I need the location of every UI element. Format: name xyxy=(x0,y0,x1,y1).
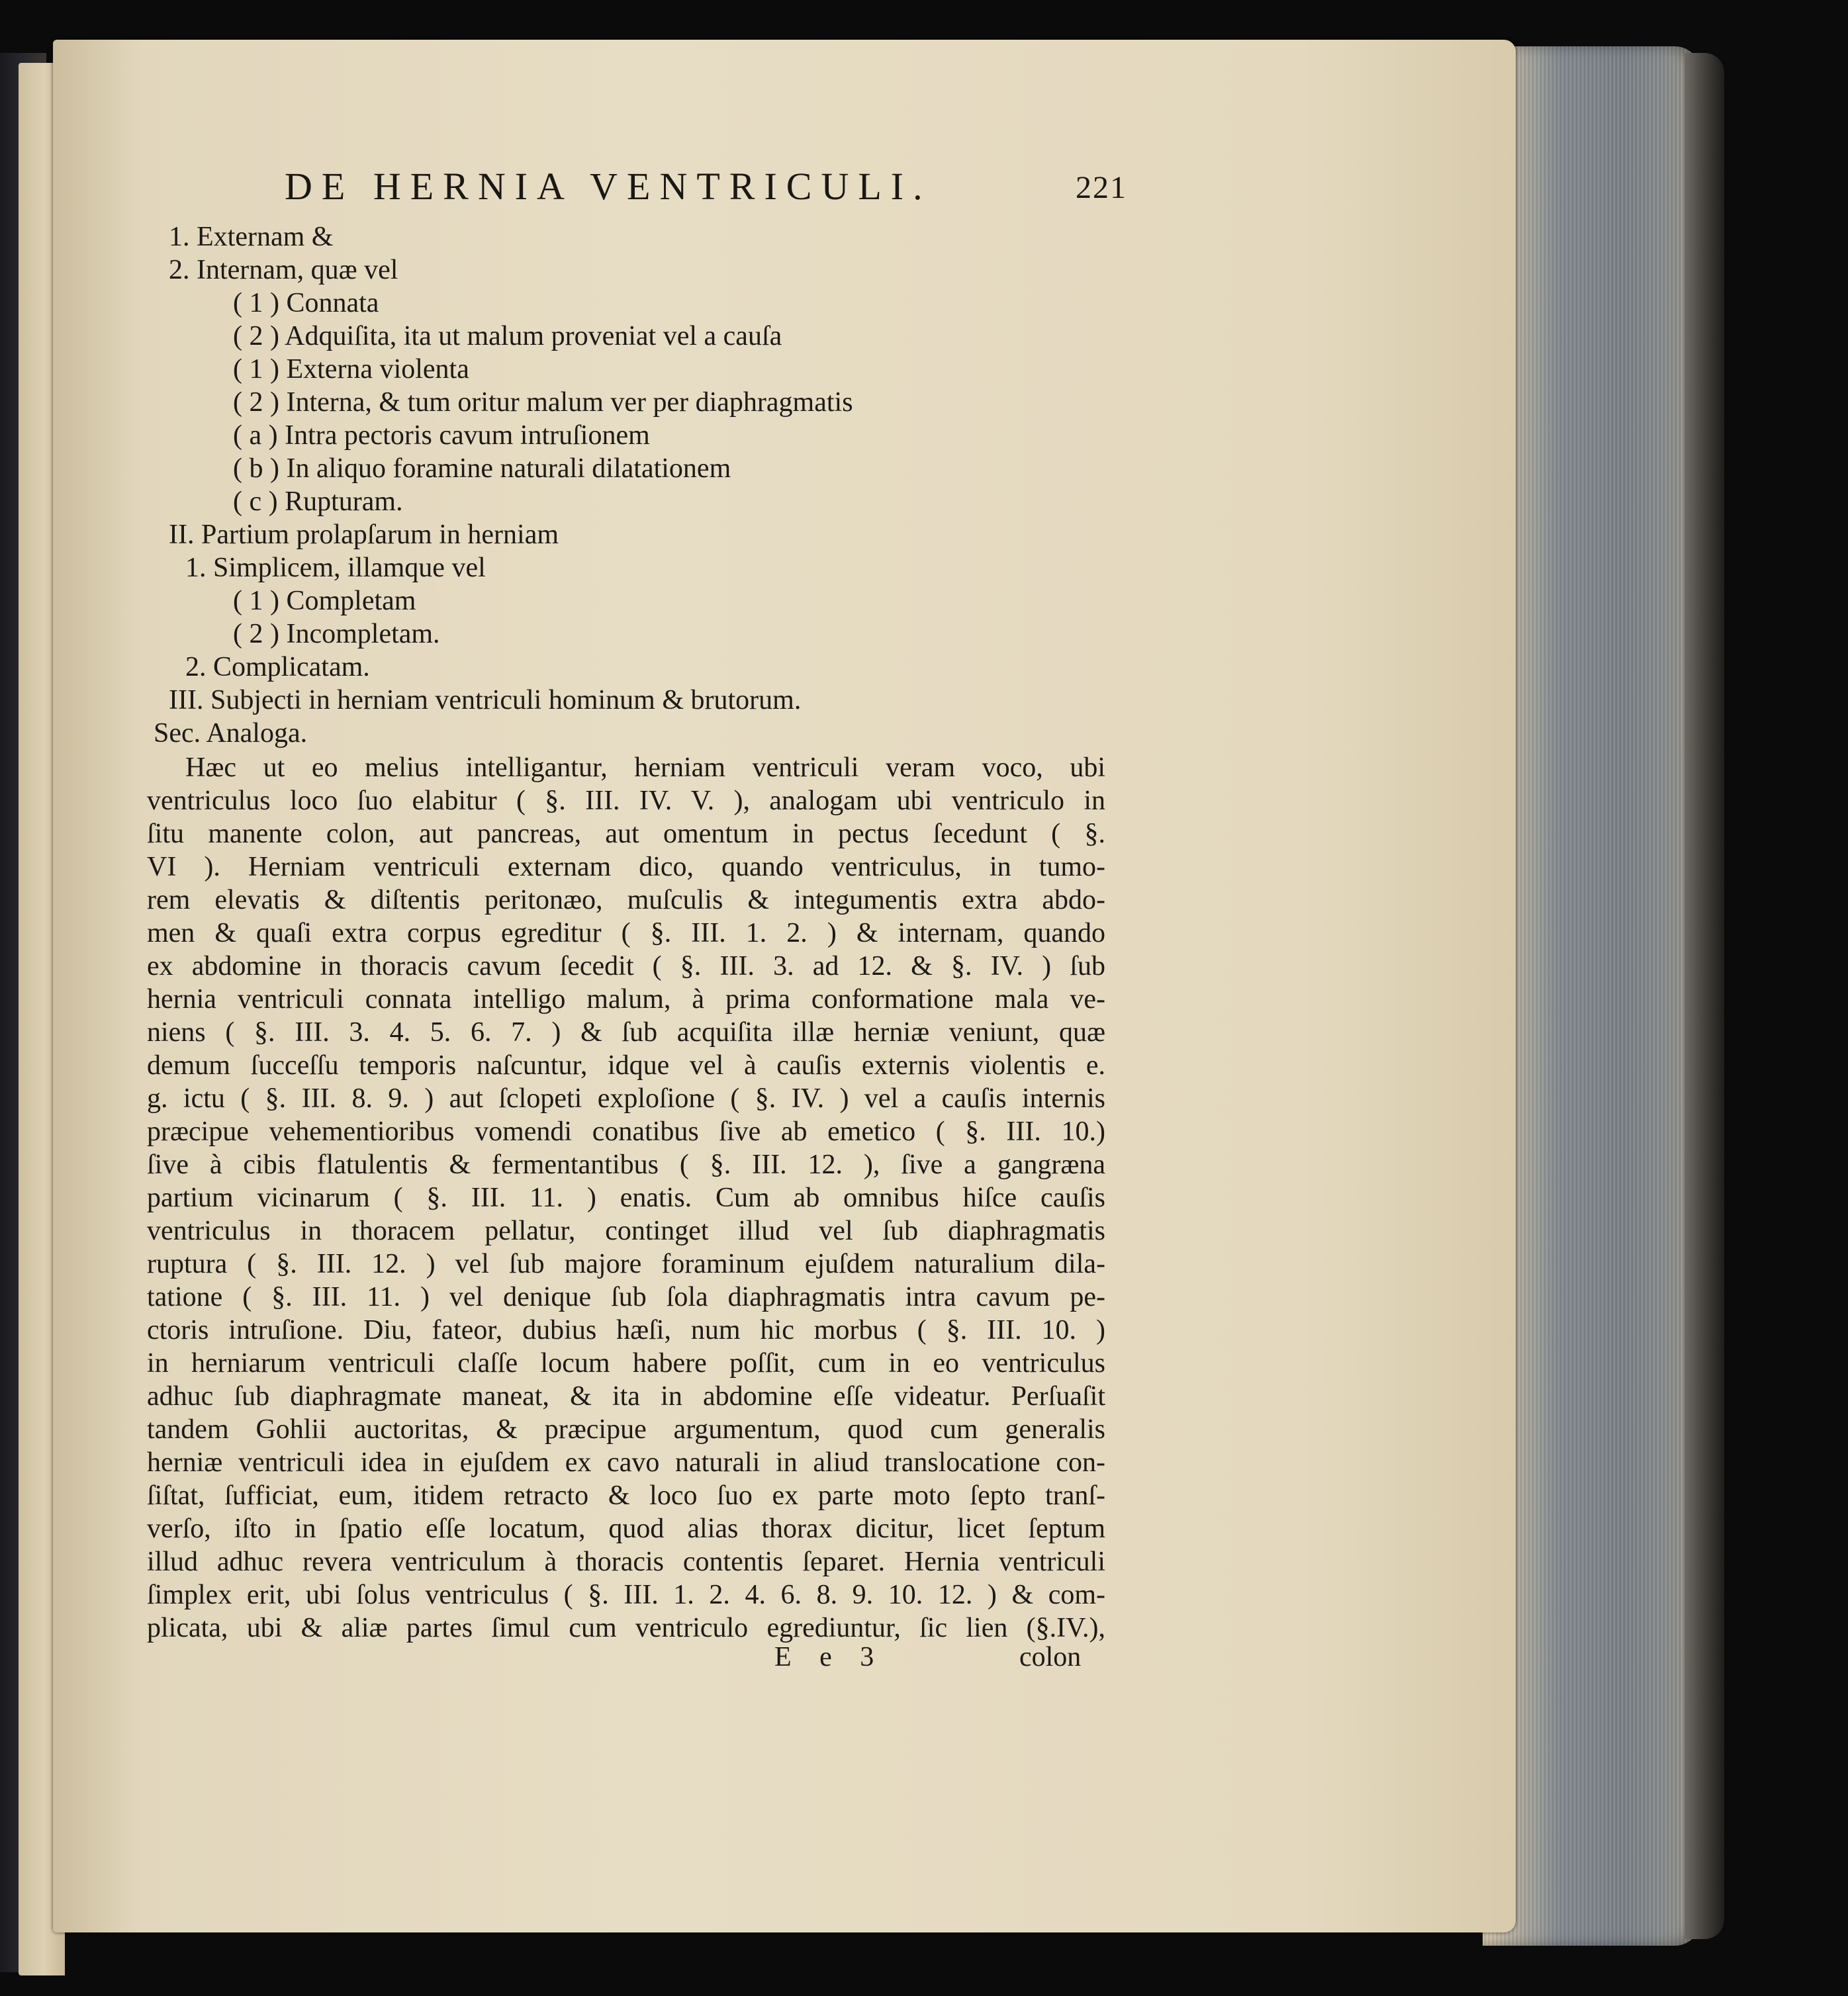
outline-line: ( 2 ) Incompletam. xyxy=(233,619,440,649)
paragraph-line: herniæ ventriculi idea in ejuſdem ex cavo naturali in aliud translocatione con- xyxy=(147,1447,1105,1478)
paragraph-line: tatione ( §. III. 11. ) vel denique ſub ſola diaphragmatis intra cavum pe- xyxy=(147,1282,1105,1312)
paragraph-line: ſitu manente colon, aut pancreas, aut omentum in pectus ſecedunt ( §. xyxy=(147,819,1105,849)
paragraph-line: præcipue vehementioribus vomendi conatibus ſive ab emetico ( §. III. 10.) xyxy=(147,1116,1105,1147)
outline-line: ( a ) Intra pectoris cavum intruſionem xyxy=(233,420,650,451)
catchword: colon xyxy=(1019,1642,1082,1672)
paragraph-line: VI ). Herniam ventriculi externam dico, quando ventriculus, in tumo- xyxy=(147,852,1105,882)
paragraph-line: men & quaſi extra corpus egreditur ( §. III. 1. 2. ) & internam, quando xyxy=(147,918,1105,948)
paragraph-line: Hæc ut eo melius intelligantur, herniam ventriculi veram voco, ubi xyxy=(185,752,1105,783)
paragraph-line: ſimplex erit, ubi ſolus ventriculus ( §. III. 1. 2. 4. 6. 8. 9. 10. 12. ) & com- xyxy=(147,1580,1105,1610)
paragraph-line: in herniarum ventriculi claſſe locum habere poſſit, cum in eo ventriculus xyxy=(147,1348,1105,1379)
paragraph-line: ex abdomine in thoracis cavum ſecedit ( §. III. 3. ad 12. & §. IV. ) ſub xyxy=(147,951,1105,981)
paragraph-line: ctoris intruſione. Diu, fateor, dubius hæſi, num hic morbus ( §. III. 10. ) xyxy=(147,1315,1105,1345)
paragraph-line: ſive à cibis flatulentis & fermentantibus ( §. III. 12. ), ſive a gangræna xyxy=(147,1150,1105,1180)
paragraph-line: plicata, ubi & aliæ partes ſimul cum ventriculo egrediuntur, ſic lien (§.IV.), xyxy=(147,1613,1105,1643)
outline-line: ( 2 ) Adquiſita, ita ut malum proveniat vel a cauſa xyxy=(233,321,782,351)
page-footer xyxy=(774,1641,1082,1673)
outline-line: Sec. Analoga. xyxy=(154,718,308,748)
running-title: DE HERNIA VENTRICULI. xyxy=(285,165,932,208)
paragraph-line: verſo, iſto in ſpatio eſſe locatum, quod alias thorax dicitur, licet ſeptum xyxy=(147,1514,1105,1544)
outline-line: III. Subjecti in herniam ventriculi hominum & brutorum. xyxy=(169,685,802,715)
paragraph-line: hernia ventriculi connata intelligo malum, à prima conformatione mala ve- xyxy=(147,984,1105,1015)
paragraph-line: g. ictu ( §. III. 8. 9. ) aut ſclopeti exploſione ( §. IV. ) vel a cauſis internis xyxy=(147,1083,1105,1114)
outline-line: ( 1 ) Externa violenta xyxy=(233,354,469,385)
paragraph-line: tandem Gohlii auctoritas, & præcipue argumentum, quod cum generalis xyxy=(147,1414,1105,1445)
paragraph-line: illud adhuc revera ventriculum à thoracis contentis ſeparet. Hernia ventriculi xyxy=(147,1547,1105,1577)
paragraph-line: rem elevatis & diſtentis peritonæo, muſculis & integumentis extra abdo- xyxy=(147,885,1105,915)
paragraph-line: adhuc ſub diaphragmate maneat, & ita in abdomine eſſe videatur. Perſuaſit xyxy=(147,1381,1105,1412)
outline-line: ( 1 ) Completam xyxy=(233,586,416,616)
outline-line: ( 2 ) Interna, & tum oritur malum ver per diaphragmatis xyxy=(233,387,853,418)
outline-line: ( c ) Rupturam. xyxy=(233,486,403,517)
paragraph-line: demum ſucceſſu temporis naſcuntur, idque vel à cauſis externis violentis e. xyxy=(147,1050,1105,1081)
page-number: 221 xyxy=(1076,170,1127,205)
outline-line: 1. Simplicem, illamque vel xyxy=(185,553,486,583)
paragraph-line: ventriculus in thoracem pellatur, continget illud vel ſub diaphragmatis xyxy=(147,1216,1105,1246)
paragraph-line: ruptura ( §. III. 12. ) vel ſub majore foraminum ejuſdem naturalium dila- xyxy=(147,1249,1105,1279)
outline-line: 1. Externam & xyxy=(169,222,334,252)
signature-mark: E e 3 xyxy=(774,1642,885,1672)
outline-line: 2. Complicatam. xyxy=(185,652,370,682)
paragraph-line: niens ( §. III. 3. 4. 5. 6. 7. ) & ſub acquiſita illæ herniæ veniunt, quæ xyxy=(147,1017,1105,1048)
outline-line: ( b ) In aliquo foramine naturali dilatationem xyxy=(233,453,731,484)
outline-line: II. Partium prolapſarum in herniam xyxy=(169,520,559,550)
paragraph-line: ſiſtat, ſufficiat, eum, itidem retracto & loco ſuo ex parte moto ſepto tranſ- xyxy=(147,1480,1105,1511)
outline-line: 2. Internam, quæ vel xyxy=(169,255,398,285)
paragraph-line: partium vicinarum ( §. III. 11. ) enatis. Cum ab omnibus hiſce cauſis xyxy=(147,1183,1105,1213)
paragraph-line: ventriculus loco ſuo elabitur ( §. III. IV. V. ), analogam ubi ventriculo in xyxy=(147,786,1105,816)
running-head xyxy=(149,164,1127,210)
outline-line: ( 1 ) Connata xyxy=(233,288,379,318)
book-back-board xyxy=(1685,53,1724,1939)
